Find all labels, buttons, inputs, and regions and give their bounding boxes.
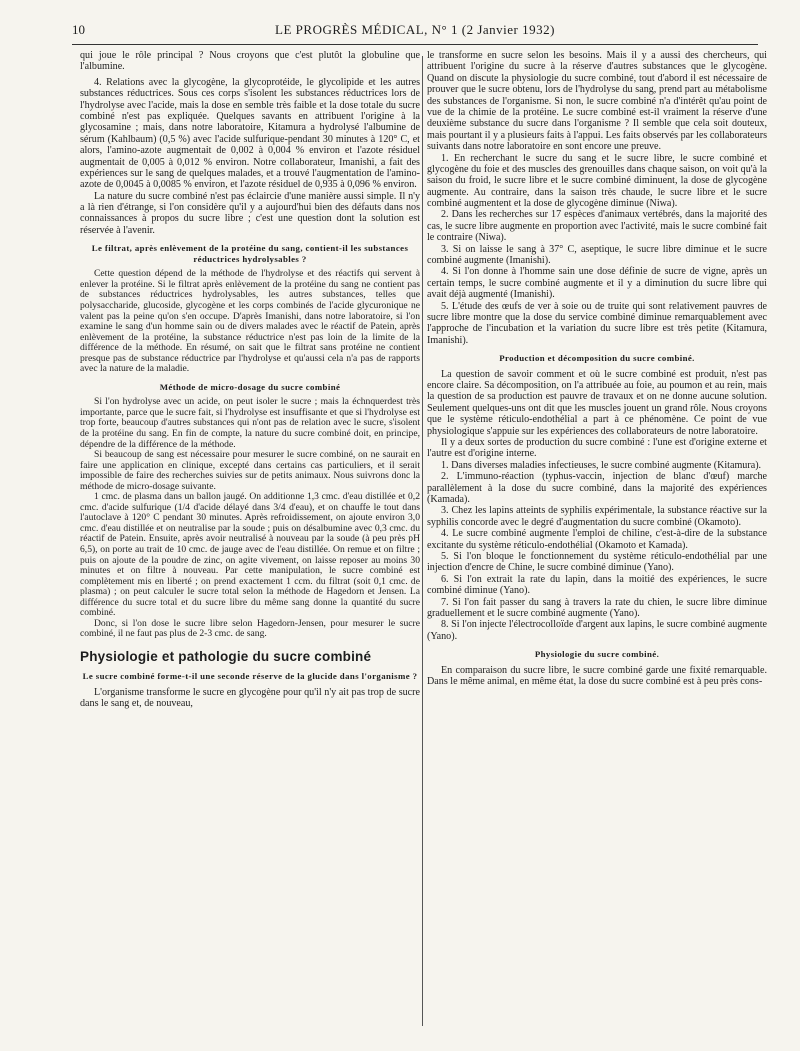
paragraph: 2. L'immuno-réaction (typhus-vaccin, injection de blanc d'œuf) marche parallèlement à la dose du sucre combiné, dans la majorité des expériences (Kamada). [427,471,767,505]
paragraph: 1. Dans diverses maladies infectieuses, le sucre combiné augmente (Kitamura). [441,459,762,471]
paragraph: Si beaucoup de sang est nécessaire pour mesurer le sucre combiné, on ne saurait en faire une application en clinique, excepté dans certains cas particuliers, et il serait impossible de faire des recherches suivies sur de petits animaux. Nous suivrons donc la méthode de micro-dosage suivante. [80,449,420,492]
paragraph: 5. Si l'on bloque le fonctionnement du système réticulo-endothélial par une injection d'encre de Chine, le sucre combiné diminue (Yano). [427,550,767,574]
running-head: LE PROGRÈS MÉDICAL, N° 1 (2 Janvier 1932) [275,22,555,37]
paragraph: 4. Le sucre combiné augmente l'emploi de chiline, c'est-à-dire de la substance excitante du système réticulo-endothélial (Okamoto et Kamada). [427,528,767,551]
paragraph: 1 cmc. de plasma dans un ballon jaugé. On additionne 1,3 cmc. d'eau distillée et 0,2 cmc. d'acide sulfurique (1/4 d'acide délayé dans 3/4 d'eau), et on chauffe le tout dans l'autoclave à 120° C pendant 30 minutes. Après refroidissement, on ajoute environ 3,0 cmc. d'eau distillée et on neutralise par la soude ; puis on désalbumine avec 0,3 cmc. du réactif de Patein. Ensuite, après avoir neutralisé à nouveau par la soude (à peu près pH 6,5), on porte au trait de 10 cmc. de jauge avec de l'eau distillée. On remue et on filtre ; puis on ajoute de la poudre de zinc, on agite vivement, on laisse reposer au moins 30 minutes et on filtre à nouveau. Par cette manipulation, le sucre combiné est complètement mis en liberté ; on prend exactement 1 ccm. du filtrat (soit 0,1 cmc. de plasma) ; on peut calculer le sucre total selon la méthode de Hagedorn et Jensen. La différence du sucre total et du sucre libre du même sang donne la quantité du sucre combiné. [80,491,420,619]
paragraph: L'organisme transforme le sucre en glycogène pour qu'il n'y ait pas trop de sucre dans le sang et, de nouveau, [80,686,420,710]
page-number: 10 [72,22,85,37]
column-rule [422,56,423,1026]
paragraph: 2. Dans les recherches sur 17 espèces d'animaux vertébrés, dans la majorité des cas, le sucre libre augmente en proportion avec l'activité, mais le sucre combiné fait le contraire (Niwa). [427,209,767,244]
paragraph: 8. Si l'on injecte l'électrocolloïde d'argent aux lapins, le sucre combiné augmente (Yano). [427,619,767,642]
paragraph: Donc, si l'on dose le sucre libre selon Hagedorn-Jensen, pour mesurer le sucre combiné, il ne faut pas plus de 2-3 cmc. de sang. [80,617,420,640]
section-heading: Le sucre combiné forme-t-il une seconde réserve de la glucide dans l'organisme ? [82,671,418,682]
paragraph: 6. Si l'on extrait la rate du lapin, dans la moitié des expériences, le sucre combiné diminue (Yano). [427,573,767,597]
section-heading: Physiologie du sucre combiné. [534,649,660,660]
paragraph: Il y a deux sortes de production du sucre combiné : l'une est d'origine externe et l'autre est d'origine interne. [427,437,767,460]
paragraph: Cette question dépend de la méthode de l'hydrolyse et des réactifs qui servent à enlever la protéine. Si le filtrat après enlèvement de la protéine du sang ne contient pas de substances réductrices hydrolysables, les autres substances, telles que polysaccharide, glucoside, glycogène et les corps combinés de l'acide glycuronique ne valent pas la peine qu'on s'en occupe. D'après Imanishi, dans notre laboratoire, si l'on examine le sang d'un homme sain ou de divers malades avec le réactif de Patein, après enlèvement de la protéine, la substance réductrice n'est pas loin de la limite de la différence de la méthode. En résumé, on sait que le filtrat sans protéine ne contient presque pas de substance réductrice par l'hydrolyse et qu'aussi cela n'a pas de rapports avec la nature de la maladie. [80,268,420,375]
paragraph: Si l'on hydrolyse avec un acide, on peut isoler le sucre ; mais la échnquerdest très importante, parce que le sucre fait, si l'hydrolyse est insuffisante et que si l'hydrolyse est trop forte, beaucoup d'autres substances qui n'ont pas de relation avec le sucre, s'isolent de la protéine du sang. En fin de compte, la nature du sucre combiné doit, en principe, dépendre de la différence de la méthode. [80,396,420,450]
paragraph: La question de savoir comment et où le sucre combiné est produit, n'est pas encore claire. Sa décomposition, on l'a attribuée au foie, au poumon et au rein, mais la question de sa production est pauvre de travaux et on ne donne aucune solution. Seulement quelques-uns ont dit que les muscles jouent un grand rôle. Nous croyons que le système réticulo-endothélial a part à ce phénomène. Ce point de vue physiologique s'appuie sur les expériences des collaborateurs de notre laboratoire. [427,368,767,437]
right-column [427,50,767,1040]
paragraph: 4. Si l'on donne à l'homme sain une dose définie de sucre de vigne, après un certain temps, le sucre combiné augmente et il y a diminution du sucre libre qui avait déjà augmenté (Imanishi). [427,266,767,301]
paragraph: La nature du sucre combiné n'est pas éclaircie d'une manière aussi simple. Il n'y a là rien d'étrange, si l'on considère qu'il y a aujourd'hui bien des défauts dans nos connaissances à propos du sucre libre ; c'est une question dont la solution est réservée à l'avenir. [80,190,420,236]
paragraph: 3. Si on laisse le sang à 37° C, aseptique, le sucre libre diminue et le sucre combiné augmente (Imanishi). [427,243,767,267]
page-header [72,22,758,44]
left-column [80,50,420,1040]
paragraph: qui joue le rôle principal ? Nous croyons que c'est plutôt la globuline que l'albumine. [80,50,420,73]
paragraph: le transforme en sucre selon les besoins. Mais il y a aussi des chercheurs, qui attribuent l'origine du sucre à la réserve d'autres substances que le glycogène. Quand on discute la physiologie du sucre combiné, tout d'abord il est nécessaire de prouver que le sucre obtenu, lors de l'hydrolyse du sang, prend part au métabolisme des substances de l'organisme. Si non, le sucre combiné n'a d'intérêt qu'au point de vue de la chimie de la protéine. Le sucre combiné est-il vraiment la réserve d'une deuxième substance du sucre dans l'organisme ? Il semble que cela soit douteux, mais pourtant il y a plusieurs faits à l'appui. Les faits observés par les collaborateurs suivants dans notre laboratoire en sont encore une preuve. [427,50,767,153]
section-heading: Le filtrat, après enlèvement de la protéine du sang, contient-il les substances réductrices hydrolysables ? [91,243,409,264]
section-heading: Méthode de micro-dosage du sucre combiné [159,381,341,392]
paragraph: En comparaison du sucre libre, le sucre combiné garde une fixité remarquable. Dans le même animal, en même état, la dose du sucre combiné est à peu près cons- [427,664,767,688]
header-rule [72,44,758,45]
paragraph: 1. En recherchant le sucre du sang et le sucre libre, le sucre combiné et glycogène du foie et des muscles des grenouilles dans chaque saison, on voit qu'à la saison du froid, le sucre libre et le sucre combiné diminuent, la dose de glycogène augmente. Au contraire, dans la saison très chaude, le sucre libre et le sucre combiné augmentent et la dose de glycogène diminue (Niwa). [427,152,767,210]
chapter-heading: Physiologie et pathologie du sucre combiné [80,648,372,664]
paragraph: 5. L'étude des œufs de ver à soie ou de truite qui sont relativement pauvres de sucre libre montre que la dose du service combiné diminue remarquablement avec l'approche de l'incubation et la variation du sucre libre est très petite (Kitamura, Imanishi). [427,300,767,346]
paragraph: 7. Si l'on fait passer du sang à travers la rate du chien, le sucre libre diminue graduellement et le sucre combiné augmente (Yano). [427,596,767,619]
paragraph: 3. Chez les lapins atteints de syphilis expérimentale, la substance réactive sur la syphilis concorde avec le degré d'augmentation du sucre combiné (Okamoto). [427,505,767,528]
section-heading: Production et décomposition du sucre combiné. [499,353,695,364]
paragraph: 4. Relations avec la glycogène, la glycoprotéide, le glycolipide et les autres substances réductrices. Sous ces corps s'isolent les substances réductrices lors de l'hydrolyse avec l'acide, mais la dose en semble très faible et la dose totale du sucre combiné n'est pas expliquée. Quelques savants en attribuent l'origine à la glycosamine ; mais, dans notre laboratoire, Kitamura a hydrolysé l'albumine de sérum (Kahlbaum) (0,5 %) avec l'acide sulfurique-pendant 30 minutes à 120° C, et alors, l'amino-azote augmentait de 0,002 à 0,004 % environ et l'azote résiduel augmentait de 0,005 à 0,012 % environ. Notre collaborateur, Imanishi, a fait des expériences sur le sang de quelques malades, et a trouvé l'augmentation de l'amino-azote de 0,0045 à 0,0085 % environ, et l'azote résiduel de 0,935 à 0,096 % environ. [80,76,420,191]
